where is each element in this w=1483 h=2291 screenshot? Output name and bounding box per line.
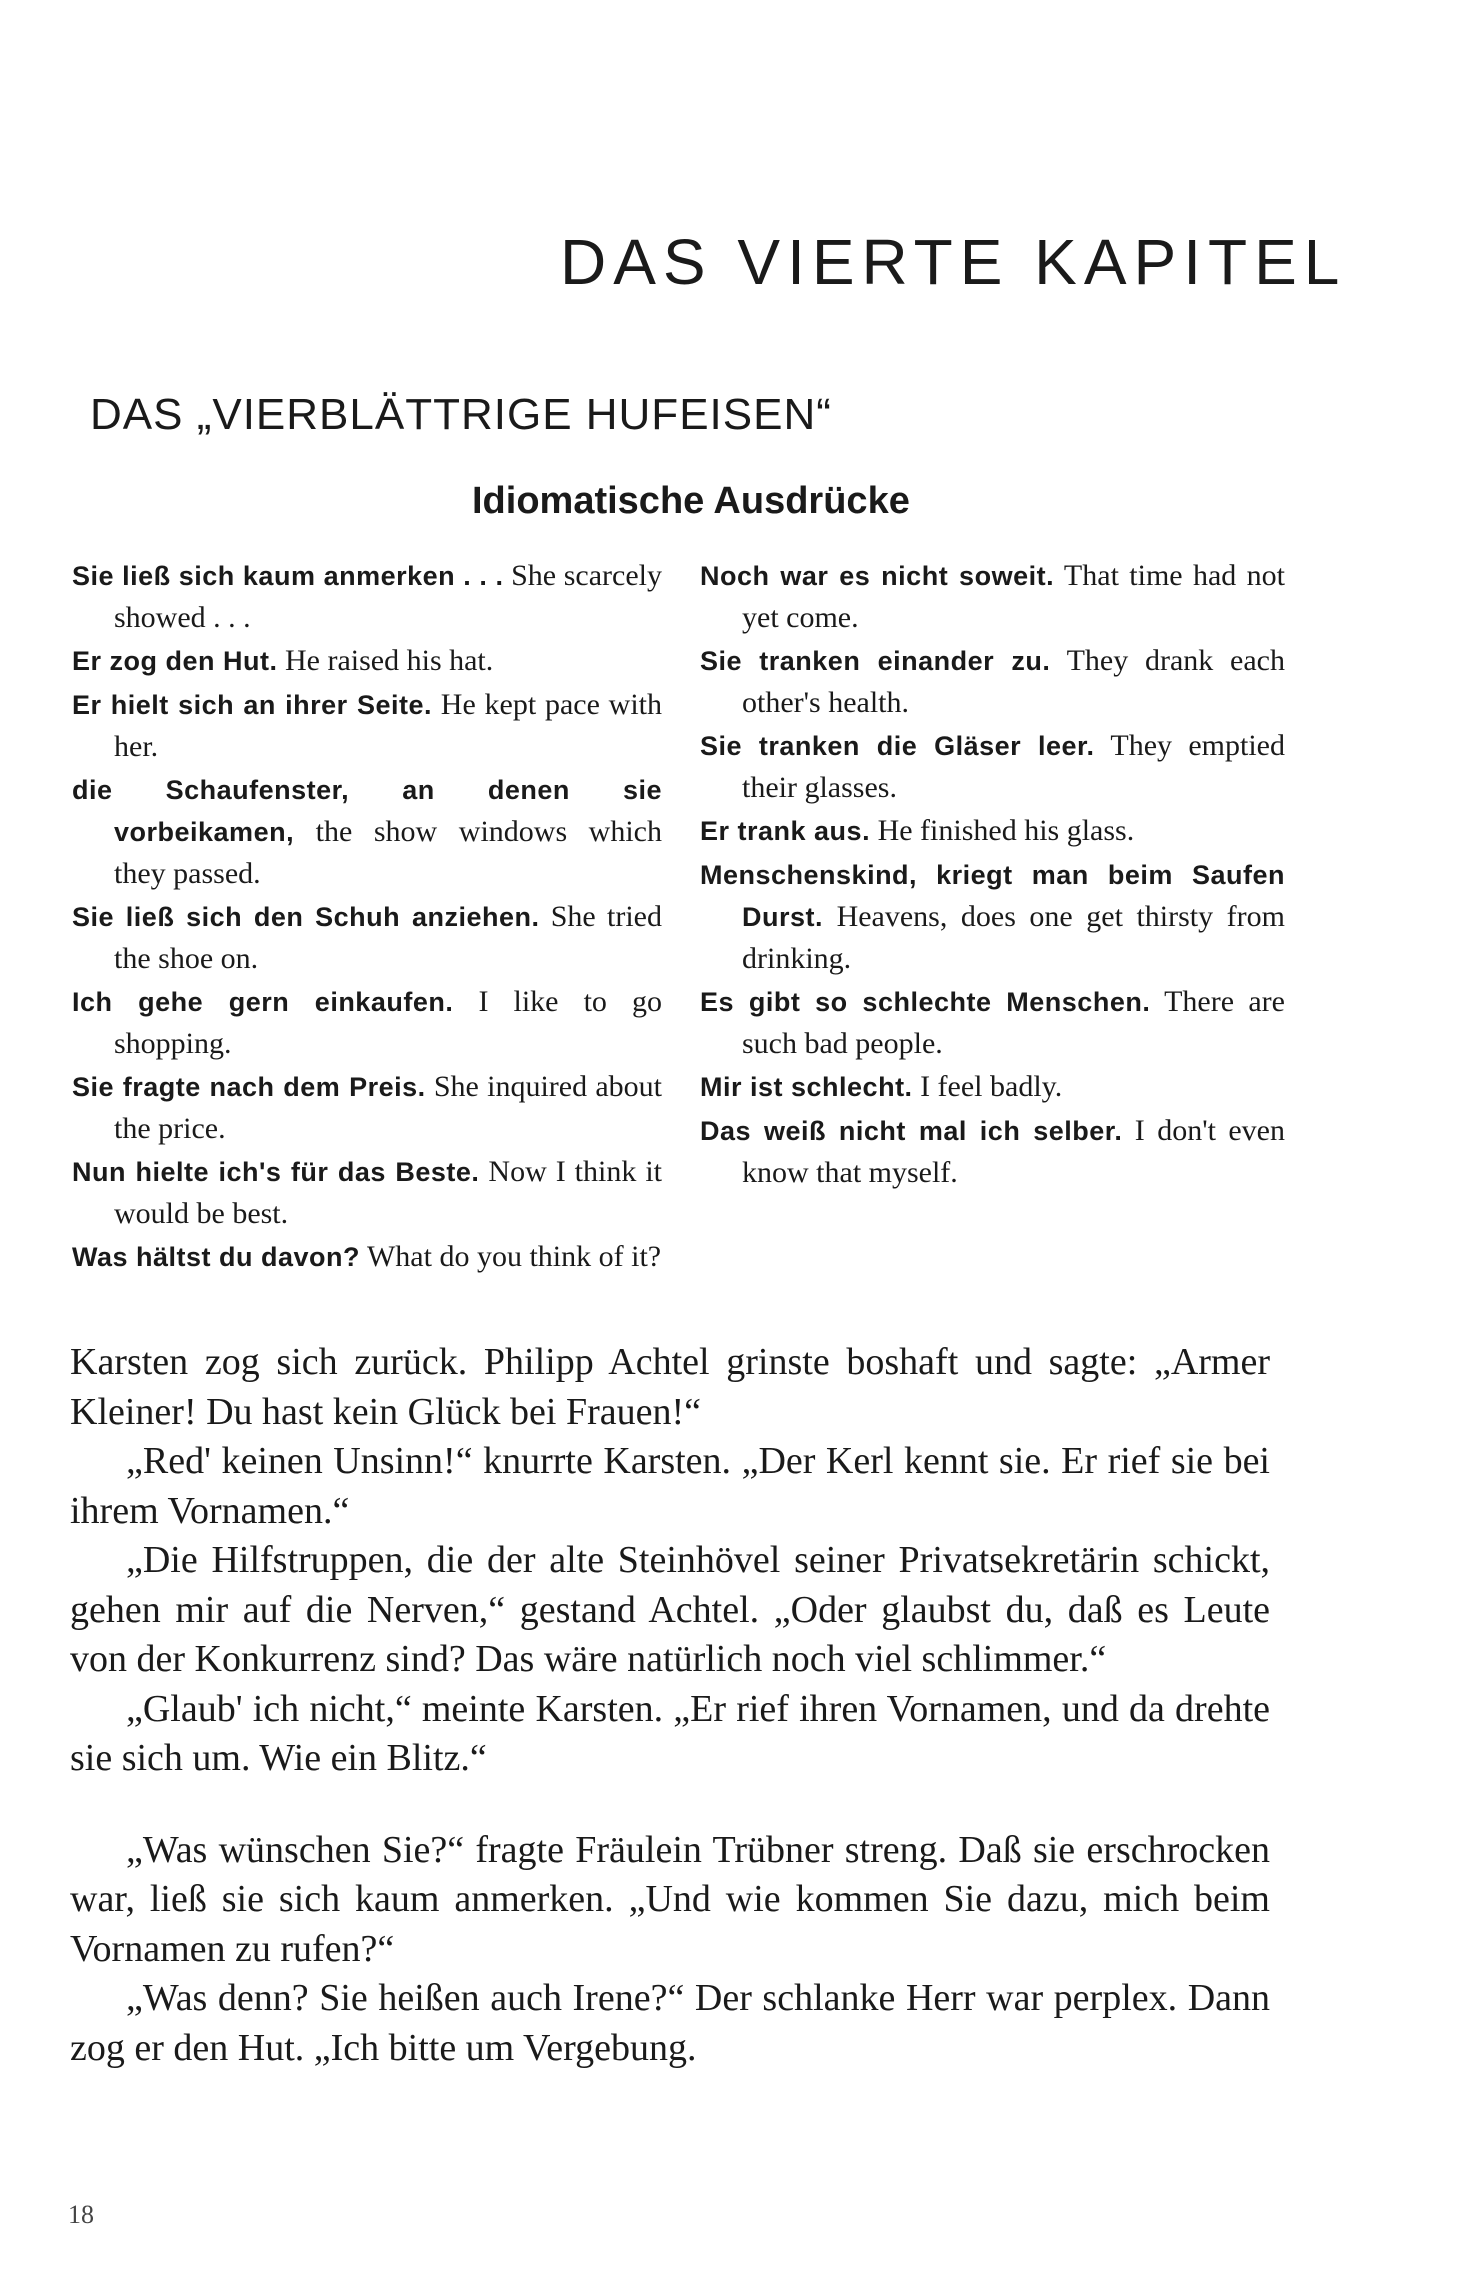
paragraph: „Red' keinen Unsinn!“ knurrte Karsten. „Der Kerl kennt sie. Er rief sie bei ihrem Vornamen.“ bbox=[70, 1440, 1270, 1532]
idiom-entry bbox=[700, 725, 1285, 808]
idiom-german: Noch war es nicht soweit. bbox=[700, 561, 1055, 591]
idiom-german: Er trank aus. bbox=[700, 816, 871, 846]
idiom-english: the show windows which they passed. bbox=[114, 815, 663, 890]
idiom-english: He kept pace with her. bbox=[114, 688, 663, 763]
idiom-entry bbox=[72, 1066, 662, 1149]
idiom-german: Ich gehe gern einkaufen. bbox=[72, 987, 454, 1017]
idiom-entry bbox=[72, 684, 662, 767]
idiom-english: Heavens, does one get thirsty from drinking. bbox=[742, 900, 1285, 975]
idiom-entry bbox=[700, 981, 1285, 1064]
idiom-entry bbox=[700, 1110, 1285, 1193]
idiom-english: I feel badly. bbox=[920, 1070, 1063, 1103]
idiom-entry bbox=[700, 640, 1285, 723]
idiom-english: She scarcely showed . . . bbox=[114, 559, 663, 634]
idiom-english: She tried the shoe on. bbox=[114, 900, 662, 975]
idiom-english: He raised his hat. bbox=[285, 644, 494, 677]
idioms-right-column bbox=[700, 555, 1285, 1195]
idiom-german: Menschenskind, kriegt man beim Saufen Durst. bbox=[700, 860, 1285, 932]
idiom-german: Das weiß nicht mal ich selber. bbox=[700, 1116, 1123, 1146]
idiom-entry bbox=[72, 1236, 662, 1278]
chapter-title: DAS VIERTE KAPITEL bbox=[560, 226, 1347, 298]
section-title: DAS „VIERBLÄTTRIGE HUFEISEN“ bbox=[90, 390, 832, 439]
idiom-english: Now I think it would be best. bbox=[114, 1155, 663, 1230]
idiom-english: She inquired about the price. bbox=[114, 1070, 662, 1145]
idiom-german: die Schaufenster, an denen sie vorbeikamen, bbox=[72, 775, 662, 847]
idiom-entry bbox=[72, 981, 662, 1064]
paragraph: Karsten zog sich zurück. Philipp Achtel grinste boshaft und sagte: „Armer Kleiner! Du hast kein Glück bei Frauen!“ bbox=[70, 1341, 1270, 1433]
idioms-left-column bbox=[72, 555, 662, 1280]
idiom-german: Nun hielte ich's für das Beste. bbox=[72, 1157, 480, 1187]
idiom-entry bbox=[72, 896, 662, 979]
idiom-german: Es gibt so schlechte Menschen. bbox=[700, 987, 1151, 1017]
idiom-entry bbox=[700, 1066, 1285, 1108]
idiom-entry bbox=[700, 854, 1285, 979]
paragraph: „Was denn? Sie heißen auch Irene?“ Der schlanke Herr war perplex. Dann zog er den Hut. „Ich bitte um Vergebung. bbox=[70, 1977, 1270, 2069]
idiom-german: Mir ist schlecht. bbox=[700, 1072, 913, 1102]
idiom-german: Sie ließ sich kaum anmerken . . . bbox=[72, 561, 504, 591]
idiom-english: There are such bad people. bbox=[742, 985, 1285, 1060]
idiom-entry bbox=[72, 1151, 662, 1234]
idiom-german: Er zog den Hut. bbox=[72, 646, 278, 676]
idioms-heading: Idiomatische Ausdrücke bbox=[472, 480, 910, 522]
idiom-english: I like to go shopping. bbox=[114, 985, 663, 1060]
idiom-german: Sie tranken einander zu. bbox=[700, 646, 1051, 676]
idiom-english: I don't even know that myself. bbox=[742, 1114, 1285, 1189]
idiom-entry bbox=[72, 640, 662, 682]
paragraph: „Die Hilfstruppen, die der alte Steinhövel seiner Privatsekretärin schickt, gehen mir auf die Nerven,“ gestand Achtel. „Oder glaubst du, daß es Leute von der Konkurrenz sind? Das wäre natürlich noch viel schlimmer.“ bbox=[70, 1539, 1270, 1680]
page-number: 18 bbox=[68, 2200, 94, 2229]
idiom-german: Sie fragte nach dem Preis. bbox=[72, 1072, 426, 1102]
idiom-entry bbox=[72, 769, 662, 894]
idiom-english: What do you think of it? bbox=[366, 1240, 662, 1273]
idiom-english: He finished his glass. bbox=[877, 814, 1135, 847]
idiom-english: They drank each other's health. bbox=[742, 644, 1285, 719]
idiom-entry bbox=[72, 555, 662, 638]
idiom-german: Sie ließ sich den Schuh anziehen. bbox=[72, 902, 540, 932]
idiom-entry bbox=[700, 555, 1285, 638]
idiom-german: Er hielt sich an ihrer Seite. bbox=[72, 690, 432, 720]
idiom-entry bbox=[700, 810, 1285, 852]
idiom-german: Was hältst du davon? bbox=[72, 1242, 361, 1272]
idiom-german: Sie tranken die Gläser leer. bbox=[700, 731, 1095, 761]
paragraph: „Glaub' ich nicht,“ meinte Karsten. „Er rief ihren Vornamen, und da drehte sie sich um. Wie ein Blitz.“ bbox=[70, 1687, 1270, 1779]
idiom-english: They emptied their glasses. bbox=[742, 729, 1285, 804]
story-text bbox=[70, 1338, 1270, 2073]
idiom-english: That time had not yet come. bbox=[742, 559, 1285, 634]
paragraph: „Was wünschen Sie?“ fragte Fräulein Trübner streng. Daß sie erschrocken war, ließ sie sich kaum anmerken. „Und wie kommen Sie dazu, mich beim Vornamen zu rufen?“ bbox=[70, 1828, 1270, 1970]
